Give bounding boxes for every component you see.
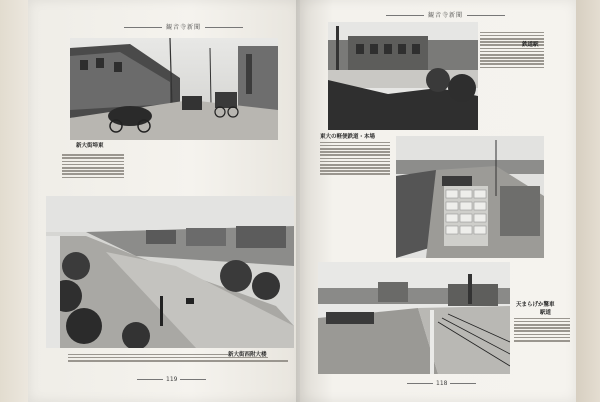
right-caption-subtitle-3: 駅道 [540,310,552,316]
right-caption-text-2 [320,140,390,210]
right-caption-title-2: 東大の軽便鉄道・本場 [320,134,376,140]
right-page-number: 118 [404,380,479,387]
photo-street-carriages [70,38,278,140]
right-page [300,0,576,402]
caption-text-1 [62,142,124,190]
book-edge-right [576,0,600,402]
book-edge-left [0,0,28,402]
right-caption-title-1: 鉄道駅 [522,42,539,48]
right-caption-title-3: 天まらげか驚車 [516,302,555,308]
photo-railway-platform [318,262,510,374]
caption-title-2: 新大街西附大楼 [228,352,267,358]
left-page [28,0,300,402]
caption-title-1: 新大街埠東 [76,143,104,149]
right-page-header: 観音寺新聞 [382,10,509,19]
photo-aerial-street [46,196,294,348]
photo-freight-yard [396,136,544,258]
photo-station-building [328,22,478,130]
left-page-number: 119 [134,376,209,383]
right-caption-text-3 [514,316,570,372]
left-page-header: 観音寺新聞 [120,22,247,31]
